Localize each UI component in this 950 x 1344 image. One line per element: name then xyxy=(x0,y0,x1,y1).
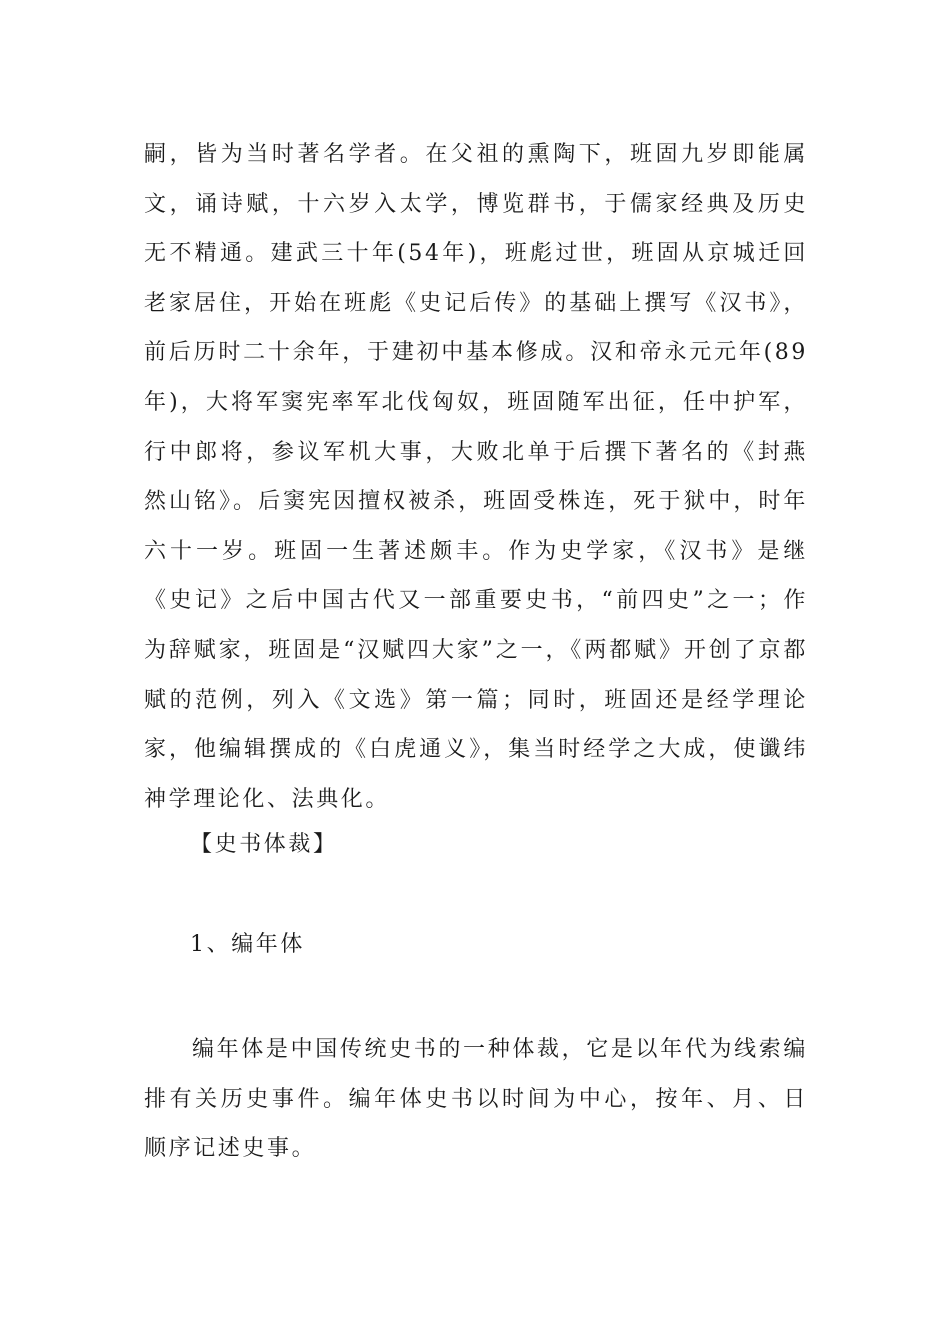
chronicle-paragraph: 编年体是中国传统史书的一种体裁，它是以年代为线索编排有关历史事件。编年体史书以时间为中心，按年、月、日顺序记述史事。 xyxy=(144,1037,808,1162)
subsection-heading: 1、编年体 xyxy=(190,932,305,957)
biography-paragraph: 嗣，皆为当时著名学者。在父祖的熏陶下，班固九岁即能属文，诵诗赋，十六岁入太学，博览群书，于儒家经典及历史无不精通。建武三十年(54年)，班彪过世，班固从京城迁回老家居住，开始在班彪《史记后传》的基础上撰写《汉书》，前后历时二十余年，于建初中基本修成。汉和帝永元元年(89年)，大将军窦宪率军北伐匈奴，班固随军出征，任中护军，行中郎将，参议军机大事，大败北单于后撰下著名的《封燕然山铭》。后窦宪因擅权被杀，班固受株连，死于狱中，时年六十一岁。班固一生著述颇丰。作为史学家，《汉书》是继《史记》之后中国古代又一部重要史书，“前四史”之一；作为辞赋家，班固是“汉赋四大家”之一，《两都赋》开创了京都赋的范例，列入《文选》第一篇；同时，班固还是经学理论家，他编辑撰成的《白虎通义》，集当时经学之大成，使谶纬神学理论化、法典化。 xyxy=(144,142,808,812)
section-heading: 【史书体裁】 xyxy=(190,832,338,857)
